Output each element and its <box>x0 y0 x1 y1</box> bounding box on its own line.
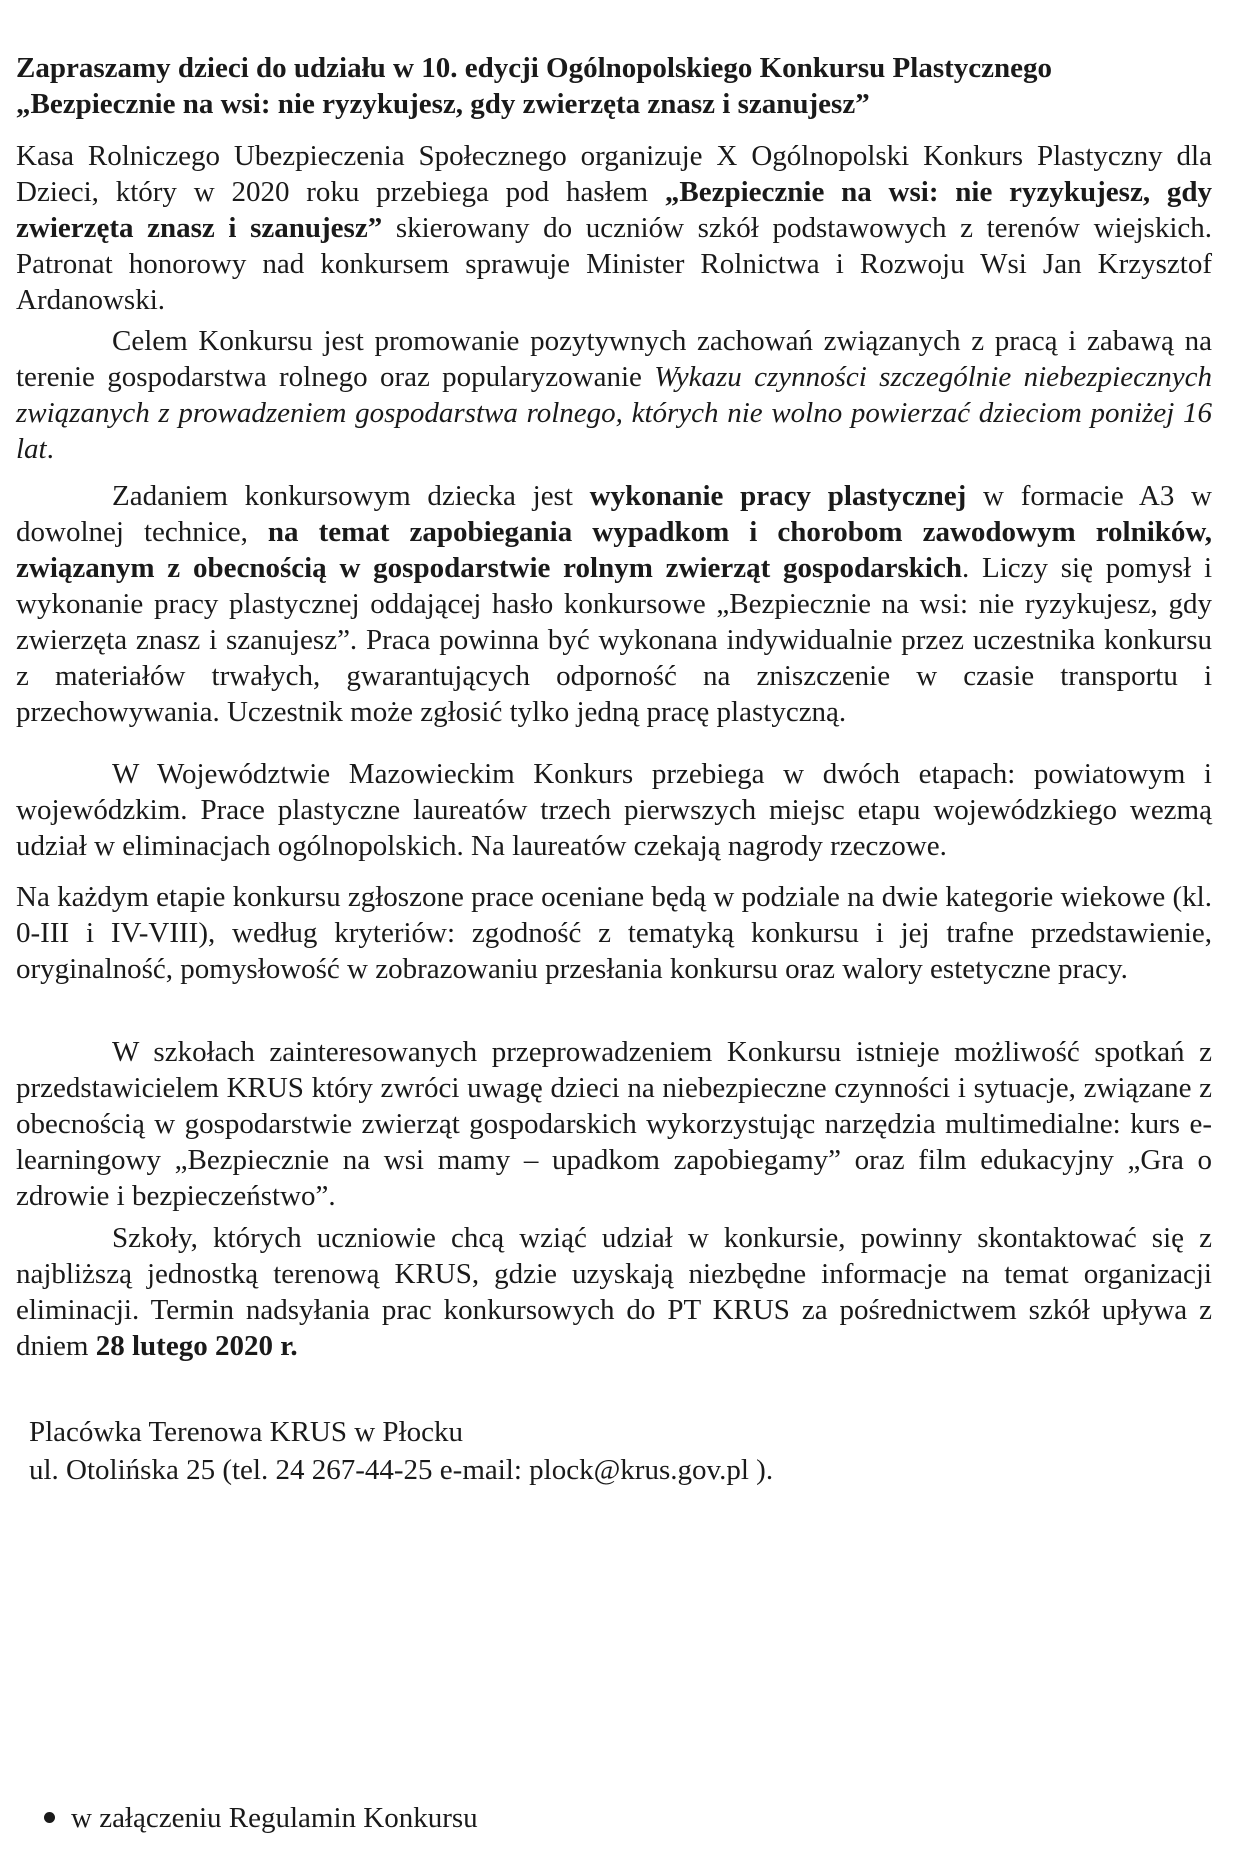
paragraph-task <box>16 478 1212 730</box>
intro-text: Kasa Rolniczego Ubezpieczenia Społecznego organizuje X Ogólnopolski Konkurs Plastyczny dla Dzieci, który w 2020 roku przebiega pod hasłem <box>16 140 1212 208</box>
title-line-2: „Bezpiecznie na wsi: nie ryzykujesz, gdy zwierzęta znasz i szanujesz” <box>16 88 870 120</box>
task-bold-1: wykonanie pracy plastycznej <box>589 480 967 512</box>
deadline-text: Szkoły, których uczniowie chcą wziąć udział w konkursie, powinny skontaktować się z najbliższą jednostką terenową KRUS, gdzie uzyskają niezbędne informacje na temat organizacji eliminacji. Termin nadsyłania prac konkursowych do PT KRUS za pośrednictwem szkół upływa z dniem <box>16 1222 1212 1362</box>
deadline-date: 28 lutego 2020 r. <box>95 1330 298 1362</box>
paragraph-intro <box>16 138 1212 318</box>
task-text: Zadaniem konkursowym dziecka jest <box>112 480 590 512</box>
goal-text: Celem Konkursu jest promowanie pozytywnych zachowań związanych z pracą i zabawą na terenie gospodarstwa rolnego oraz popularyzowanie <box>16 325 1212 393</box>
task-bold-theme: na temat zapobiegania wypadkom i chorobom zawodowym rolników, związanym z obecnością w gospodarstwie rolnym zwierząt gospodarskich <box>16 516 1212 584</box>
title-line-1: Zapraszamy dzieci do udziału w 10. edycji Ogólnopolskiego Konkursu Plastycznego <box>16 52 1052 84</box>
task-text-2: w formacie A3 w dowolnej technice, <box>16 480 1212 548</box>
paragraph-deadline <box>16 1220 1212 1364</box>
document-title <box>16 50 1226 122</box>
office-name: Placówka Terenowa KRUS w Płocku <box>29 1416 463 1448</box>
goal-italic-list-title: Wykazu czynności szczególnie niebezpiecznych związanych z prowadzeniem gospodarstwa rolnego, których nie wolno powierzać dzieciom poniżej 16 lat <box>16 361 1212 465</box>
paragraph-meetings: W szkołach zainteresowanych przeprowadzeniem Konkursu istnieje możliwość spotkań z przedstawicielem KRUS który zwróci uwagę dzieci na niebezpieczne czynności i sytuacje, związane z obecnością w gospodarstwie zwierząt gospodarskich wykorzystując narzędzia multimedialne: kurs e-learningowy „Bezpiecznie na wsi mamy – upadkom zapobiegamy” oraz film edukacyjny „Gra o zdrowie i bezpieczeństwo”. <box>16 1036 1212 1212</box>
paragraph-stages: W Województwie Mazowieckim Konkurs przebiega w dwóch etapach: powiatowym i wojewódzkim. Prace plastyczne laureatów trzech pierwszych miejsc etapu wojewódzkiego wezmą udział w eliminacjach ogólnopolskich. Na laureatów czekają nagrody rzeczowe. <box>16 758 1212 862</box>
attachment-text: w załączeniu Regulamin Konkursu <box>71 1802 478 1834</box>
paragraph-goal <box>16 323 1212 467</box>
contest-slogan: „Bezpiecznie na wsi: nie ryzykujesz, gdy zwierzęta znasz i szanujesz” <box>16 176 1212 244</box>
office-address: ul. Otolińska 25 (tel. 24 267-44-25 e-mail: plock@krus.gov.pl ). <box>29 1454 774 1486</box>
attachment-list-item <box>44 1800 478 1836</box>
task-text-3: . Liczy się pomysł i wykonanie pracy plastycznej oddającej hasło konkursowe „Bezpiecznie na wsi: nie ryzykujesz, gdy zwierzęta znasz i szanujesz”. Praca powinna być wykonana indywidualnie przez uczestnika konkursu z materiałów trwałych, gwarantujących odporność na zniszczenie w czasie transportu i przechowywania. Uczestnik może zgłosić tylko jedną pracę plastyczną. <box>16 552 1212 728</box>
intro-text-end: skierowany do uczniów szkół podstawowych z terenów wiejskich. Patronat honorowy nad konkursem sprawuje Minister Rolnictwa i Rozwoju Wsi Jan Krzysztof Ardanowski. <box>16 212 1212 316</box>
goal-text-end: . <box>46 433 54 465</box>
bullet-icon <box>44 1812 55 1823</box>
paragraph-criteria: Na każdym etapie konkursu zgłoszone prace oceniane będą w podziale na dwie kategorie wiekowe (kl. 0-III i IV-VIII), według kryteriów: zgodność z tematyką konkursu i jej trafne przedstawienie, oryginalność, pomysłowość w zobrazowaniu przesłania konkursu oraz walory estetyczne pracy. <box>16 881 1212 985</box>
